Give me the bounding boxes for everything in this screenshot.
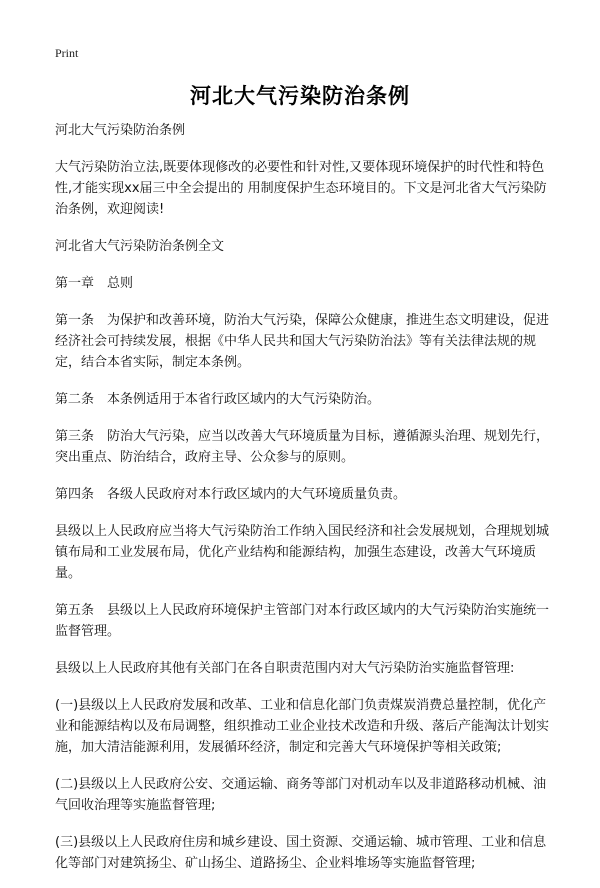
article-4: 第四条 各级人民政府对本行政区域内的大气环境质量负责。 — [55, 487, 407, 502]
article-5-clause: 县级以上人民政府其他有关部门在各自职责范围内对大气污染防治实施监督管理: — [55, 661, 515, 676]
article-5-item-2: (二)县级以上人民政府公安、交通运输、商务等部门对机动车以及非道路移动机械、油气回收治理等实施监督管理; — [55, 777, 547, 813]
article-5: 第五条 县级以上人民政府环境保护主管部门对本行政区域内的大气污染防治实施统一监督管理。 — [55, 603, 550, 639]
article-5-item-1: (一)县级以上人民政府发展和改革、工业和信息化部门负责煤炭消费总量控制，优化产业和能源结构以及布局调整，组织推动工业企业技术改造和升级、落后产能淘汰计划实施，加大清洁能源利用，发展循环经济，制定和完善大气环境保护等相关政策; — [55, 698, 550, 755]
article-1: 第一条 为保护和改善环境，防治大气污染，保障公众健康，推进生态文明建设，促进经济社会可持续发展，根据《中华人民共和国大气污染防治法》等有关法律法规的规定，结合本省实际，制定本条例。 — [55, 313, 550, 370]
article-2: 第二条 本条例适用于本省行政区域内的大气污染防治。 — [55, 392, 381, 407]
paragraph-intro: 大气污染防治立法,既要体现修改的必要性和针对性,又要体现环境保护的时代性和特色性,才能实现xx届三中全会提出的 用制度保护生态环境目的。下文是河北省大气污染防治条例，欢迎阅读! — [55, 160, 547, 217]
article-3: 第三条 防治大气污染，应当以改善大气环境质量为目标，遵循源头治理、规划先行，突出重点、防治结合，政府主导、公众参与的原则。 — [55, 429, 550, 465]
document-title: 河北大气污染防治条例 — [190, 84, 410, 108]
article-5-item-3: (三)县级以上人民政府住房和城乡建设、国土资源、交通运输、城市管理、工业和信息化等部门对建筑扬尘、矿山扬尘、道路扬尘、企业料堆场等实施监督管理; — [55, 835, 547, 871]
print-label: Print — [55, 46, 79, 60]
chapter-heading: 第一章 总则 — [55, 276, 134, 291]
paragraph-subtitle: 河北大气污染防治条例 — [55, 123, 186, 138]
document-body — [55, 120, 550, 888]
article-4-clause: 县级以上人民政府应当将大气污染防治工作纳入国民经济和社会发展规划，合理规划城镇布局和工业发展布局，优化产业结构和能源结构，加强生态建设，改善大气环境质量。 — [55, 524, 550, 581]
paragraph-fulltext-heading: 河北省大气污染防治条例全文 — [55, 239, 225, 254]
